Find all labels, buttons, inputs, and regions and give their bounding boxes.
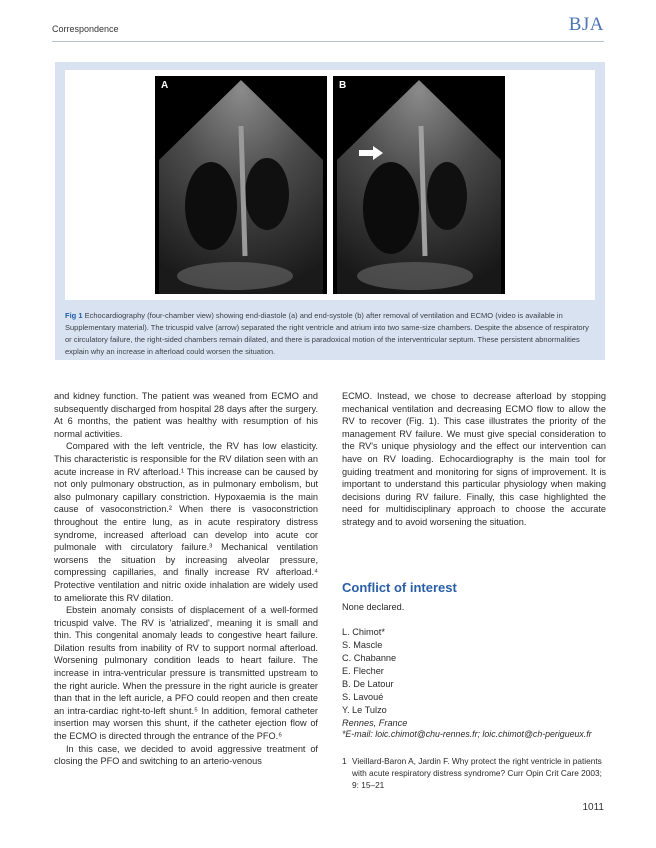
author-name: C. Chabanne: [342, 653, 397, 663]
figure-image-area: [65, 70, 595, 300]
affiliation: Rennes, France: [342, 718, 408, 728]
author-name: B. De Latour: [342, 679, 394, 689]
header-rule: [52, 41, 604, 42]
reference-text: Vieillard-Baron A, Jardin F. Why protect the right ventricle in patients with acute respiratory distress syndrome? Curr Opin Crit Care 2003; 9: 15–21: [352, 756, 602, 790]
figure-caption-text: Echocardiography (four-chamber view) showing end-diastole (a) and end-systole (b) after removal of ventilation and ECMO (video is available in Supplementary material). The tricuspid valve (arrow) separated the right ventricle and atrium into two same-size chambers. Despite the absence of respiratory or circulatory failure, the right-sided chambers remain dilated, and there is paradoxical motion of the interventricular septum. These persistent abnormalities explain why an increase in afterload could worsen the situation.: [65, 311, 589, 356]
author-name: L. Chimot*: [342, 627, 385, 637]
paragraph: Ebstein anomaly consists of displacement of a well-formed tricuspid valve. The RV is 'atrialized', meaning it is small and thin. This congenital anomaly leads to congestive heart failure. Dilation results from inability of RV to support normal afterload. Worsening pulmonary condition leads to heart failure. The increase in intra-ventricular pressure is transmitted upstream to the right auricle. When the pressure in the right auricle is greater than that in the left auricle, a PFO could reopen and then create an intra-cardiac right-to-left shunt.⁵ In addition, femoral catheter insertion may worsen this shunt, if the catheter ejection flow of the ECMO is directed through the entrance of the PFO.⁶: [54, 605, 318, 742]
figure-1: [55, 62, 605, 360]
author-name: E. Flecher: [342, 666, 384, 676]
left-column: [54, 390, 318, 768]
page-number: 1011: [582, 802, 604, 813]
paragraph: In this case, we decided to avoid aggressive treatment of closing the PFO and switching to an arterio-venous: [54, 743, 318, 767]
paragraph: Compared with the left ventricle, the RV has low elasticity. This characteristic is responsible for the RV dilation seen with an acute increase in RV afterload.¹ This increase can be caused by not only pulmonary obstruction, as in pulmonary embolism, but also pulmonary capillary constriction. Hypoxaemia is the main cause of vasoconstriction.² When there is vasoconstriction throughout the entire lung, as in acute respiratory distress syndrome, increased afterload can develop into acute cor pulmonale with circulatory failure.³ Mechanical ventilation worsens the situation by increasing alveolar pressure, compressing capillaries, and finally increase RV afterload.⁴ Protective ventilation and nitric oxide inhalation are widely used to ameliorate this RV dilation.: [54, 441, 318, 603]
echo-panel-a: [155, 76, 327, 294]
author-name: S. Mascle: [342, 640, 383, 650]
panel-label-b: B: [339, 80, 347, 91]
journal-logo: BJA: [568, 14, 604, 35]
paragraph: and kidney function. The patient was weaned from ECMO and subsequently discharged from hospital 28 days after the surgery. At 6 months, the patient was healthy with resumption of his normal activities.: [54, 391, 318, 439]
section-heading: Conflict of interest: [342, 580, 457, 595]
panel-label-a: A: [161, 80, 169, 91]
running-header: Correspondence: [52, 24, 119, 34]
figure-caption: [65, 310, 595, 358]
figure-caption-label: Fig 1: [65, 311, 83, 320]
author-list: [342, 626, 407, 730]
conflict-statement: None declared.: [342, 602, 405, 612]
paragraph: ECMO. Instead, we chose to decrease afterload by stopping mechanical ventilation and decreasing ECMO flow to allow the RV to recover (Fig. 1). This case illustrates the priority of the management RV failure. We must give special consideration to the RV's unique physiology and the effect our intervention can have on RV loading. Echocardiography is the main tool for guiding treatment and monitoring for signs of improvement. It is important to understand this particular physiology when making decisions during RV failure. Finally, this case highlighted the need for multidisciplinary approach to choose the accurate strategy and to avoid worsening the situation.: [342, 391, 606, 527]
echo-panel-b: [333, 76, 505, 294]
reference-item: [342, 755, 604, 791]
reference-number: 1: [342, 756, 347, 766]
right-column: [342, 390, 606, 529]
author-name: Y. Le Tulzo: [342, 705, 387, 715]
contact-email: *E-mail: loic.chimot@chu-rennes.fr; loic.chimot@ch-perigueux.fr: [342, 729, 592, 739]
author-name: S. Lavoué: [342, 692, 384, 702]
